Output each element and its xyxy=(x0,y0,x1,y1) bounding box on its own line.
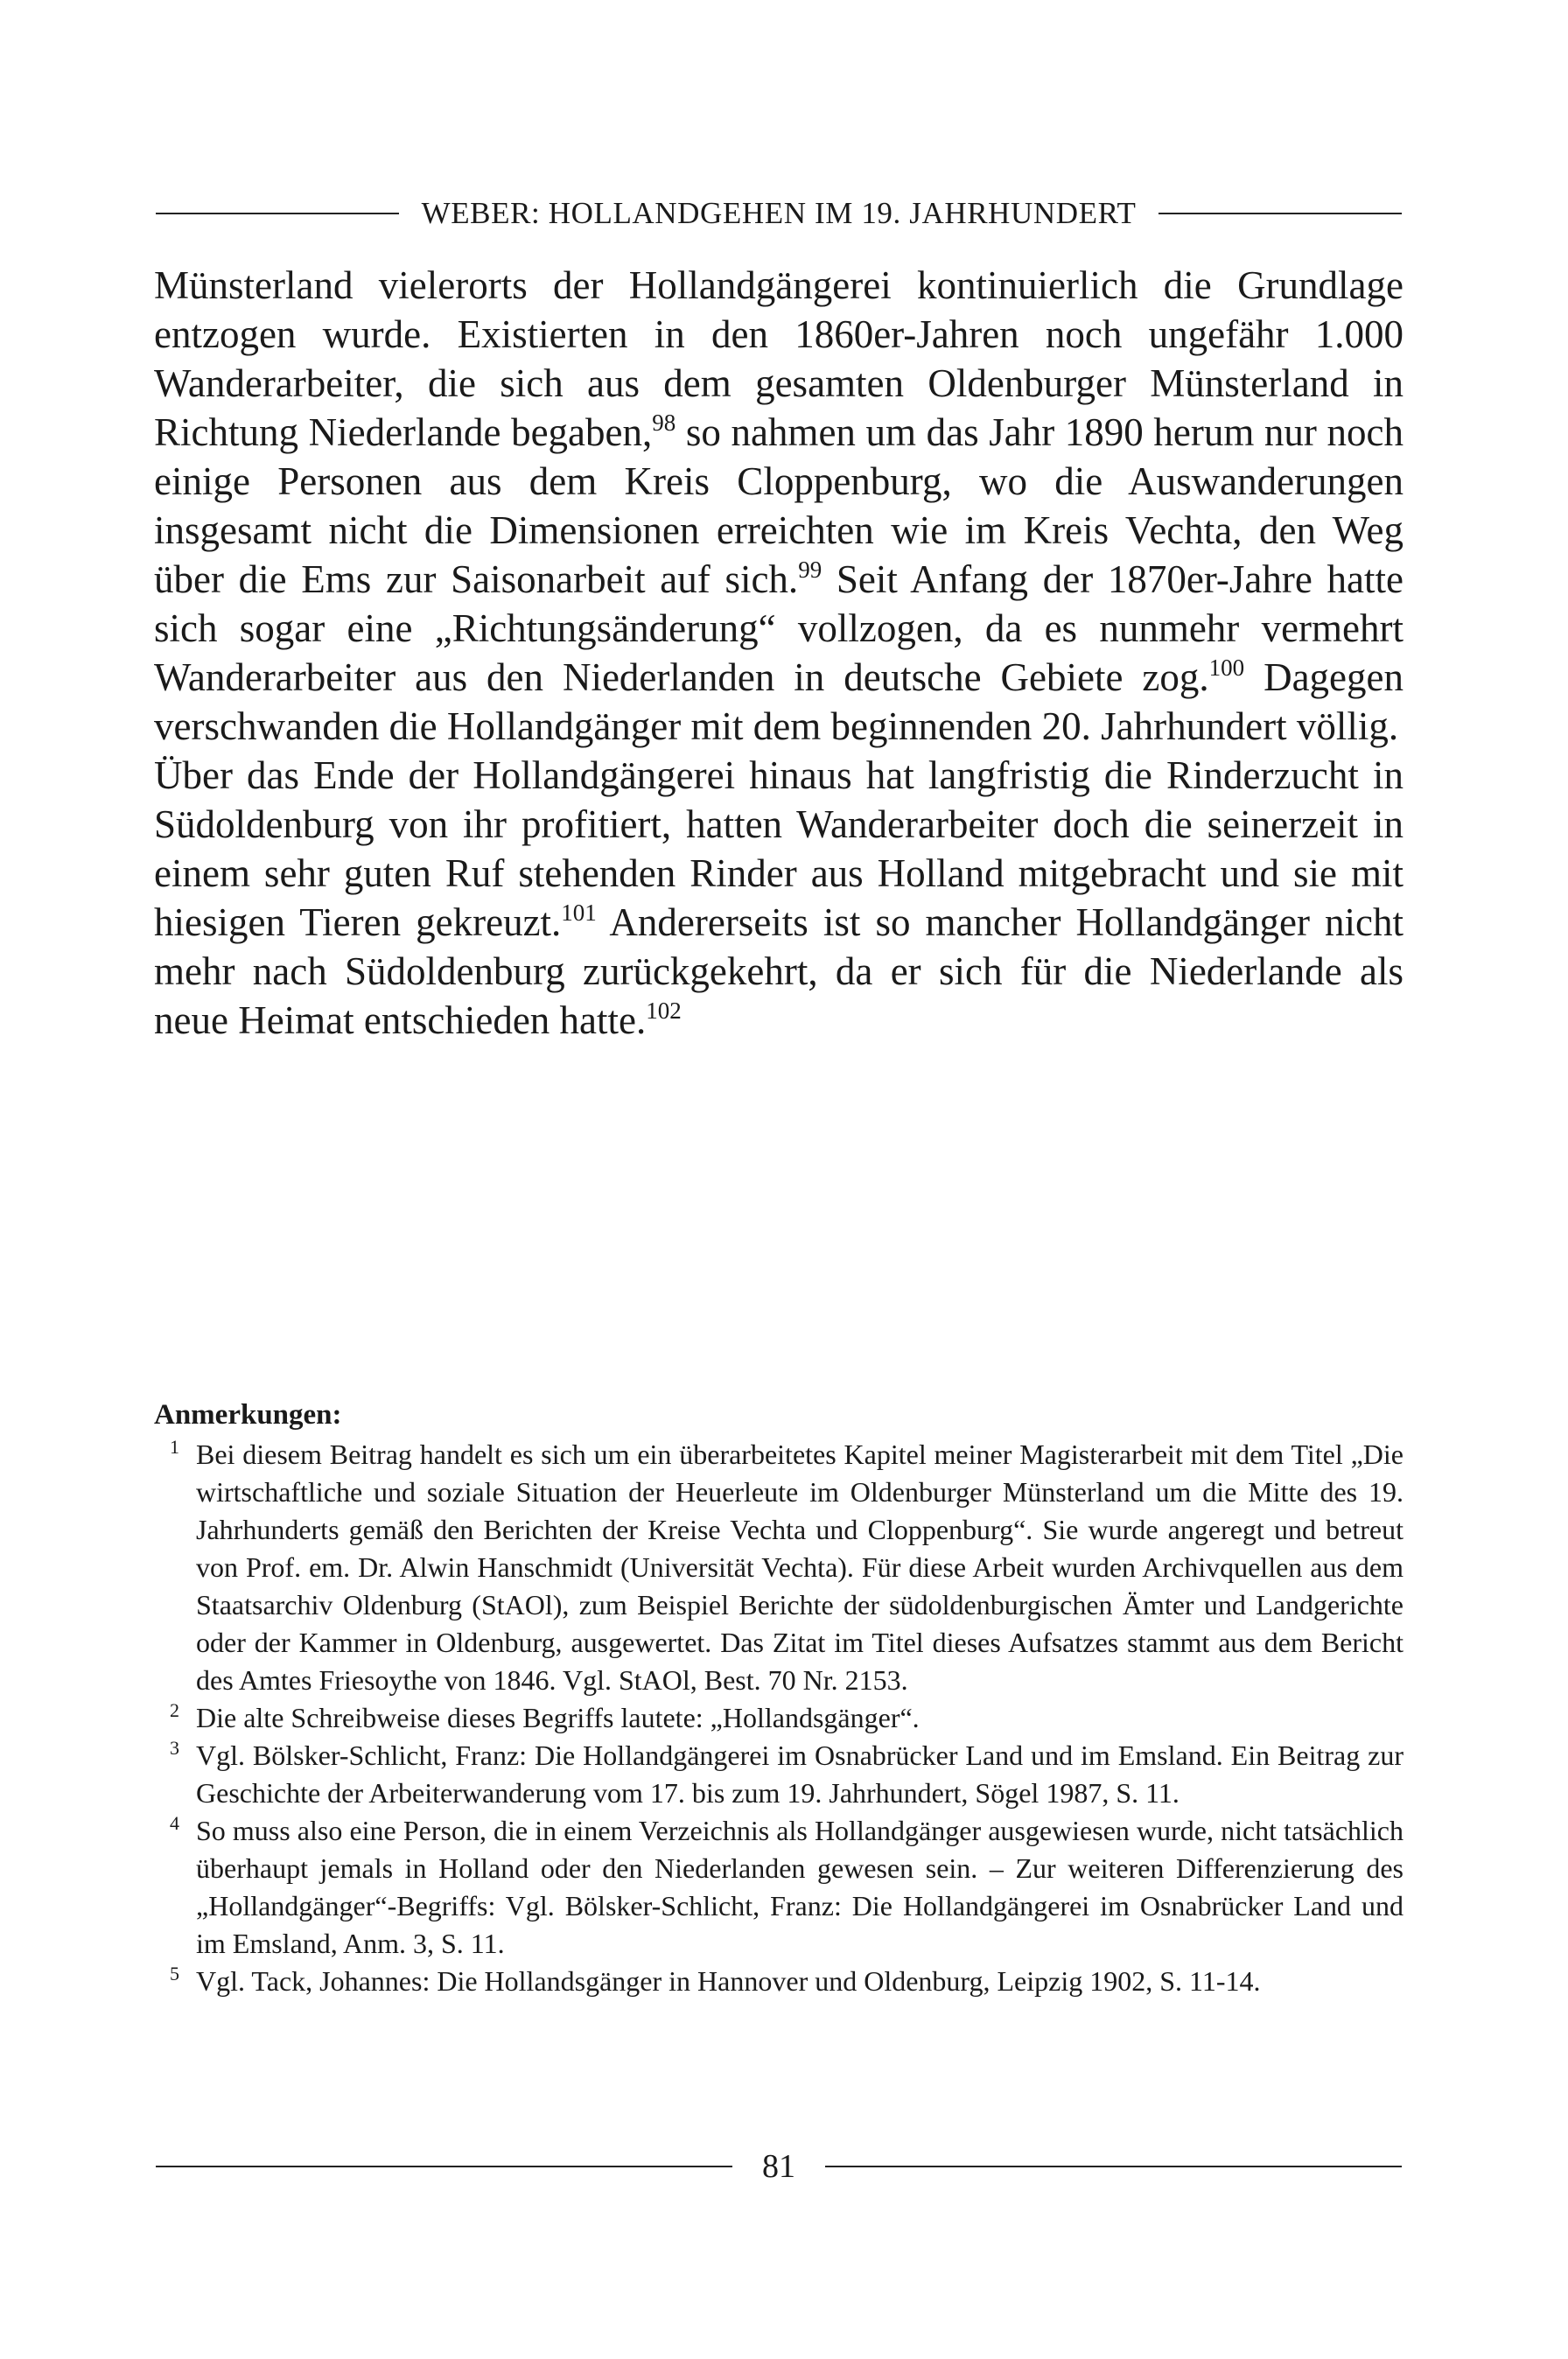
page-footer xyxy=(156,2142,1402,2191)
footnote-number: 2 xyxy=(170,1699,179,1721)
footer-rule-left xyxy=(156,2166,732,2167)
footnote-ref-102: 102 xyxy=(646,998,682,1024)
footnote-ref-98: 98 xyxy=(652,410,676,436)
footnote-number: 3 xyxy=(170,1737,179,1759)
footnote-ref-100: 100 xyxy=(1208,654,1245,681)
footnote-number: 5 xyxy=(170,1963,179,1984)
footnote-number: 4 xyxy=(170,1812,179,1834)
paragraph-text: Seit Anfang der 1870er-Jahre hatte sich sogar eine „Richtungsänderung“ vollzogen, da es nunmehr vermehrt Wanderarbeiter aus den Niederlanden in deutsche Gebiete zog. xyxy=(154,557,1404,699)
footnote-text: Bei diesem Beitrag handelt es sich um ein überarbeitetes Kapitel meiner Magisterarbeit mit dem Titel „Die wirtschaftliche und soziale Situation der Heuerleute im Oldenburger Münsterland um die Mitte des 19. Jahrhunderts gemäß den Berichten der Kreise Vechta und Cloppenburg“. Sie wurde angeregt und betreut von Prof. em. Dr. Alwin Hanschmidt (Universität Vechta). Für diese Arbeit wurden Archivquellen aus dem Staatsarchiv Oldenburg (StAOl), zum Beispiel Berichte der südoldenburgischen Ämter und Landgerichte oder der Kammer in Oldenburg, ausgewertet. Das Zitat im Titel dieses Aufsatzes stammt aus dem Bericht des Amtes Friesoythe von 1846. Vgl. StAOl, Best. 70 Nr. 2153. xyxy=(196,1438,1404,1696)
footnote-ref-99: 99 xyxy=(798,556,822,583)
paragraph-text: Dagegen verschwanden die Hollandgänger mit dem beginnenden 20. Jahrhundert völlig. xyxy=(154,655,1404,748)
footnotes-heading: Anmerkungen: xyxy=(154,1399,342,1431)
footnote-item xyxy=(154,1436,1404,1699)
footnote-ref-101: 101 xyxy=(561,900,597,926)
paragraph-text: so nahmen um das Jahr 1890 herum nur noch einige Personen aus dem Kreis Cloppenburg, wo die Auswanderungen insgesamt nicht die Dimensionen erreichten wie im Kreis Vechta, den Weg über die Ems zur Saisonarbeit auf sich. xyxy=(154,410,1404,601)
running-head-rule-right xyxy=(1158,213,1402,214)
footnote-text: Die alte Schreibweise dieses Begriffs lautete: „Hollandsgänger“. xyxy=(196,1702,920,1733)
footnote-item xyxy=(154,1737,1404,1812)
paragraph-1 xyxy=(154,261,1404,751)
footnote-item xyxy=(154,1963,1404,2000)
paragraph-text: Münsterland vielerorts der Hollandgängerei kontinuierlich die Grundlage entzogen wurde. Existierten in den 1860er-Jahren noch ungefähr 1.000 Wanderarbeiter, die sich aus dem gesamten Oldenburger Münsterland in Richtung Niederlande begaben, xyxy=(154,263,1404,454)
footer-rule-right xyxy=(825,2166,1402,2167)
paragraph-2 xyxy=(154,751,1404,1045)
running-head-rule-left xyxy=(156,213,399,214)
running-head-title: WEBER: HOLLANDGEHEN IM 19. JAHRHUNDERT xyxy=(421,196,1137,230)
footnote-text: So muss also eine Person, die in einem Verzeichnis als Hollandgänger ausgewiesen wurde, nicht tatsächlich überhaupt jemals in Holland oder den Niederlanden gewesen sein. – Zur weiteren Differenzierung des „Hollandgänger“-Begriffs: Vgl. Bölsker-Schlicht, Franz: Die Hollandgängerei im Osnabrücker Land und im Emsland, Anm. 3, S. 11. xyxy=(196,1815,1404,1959)
footnote-item xyxy=(154,1699,1404,1737)
running-head xyxy=(156,189,1402,238)
footnotes xyxy=(154,1396,1404,2000)
page-number: 81 xyxy=(762,2148,795,2185)
paragraph-text: Über das Ende der Hollandgängerei hinaus hat langfristig die Rinderzucht in Südoldenburg von ihr profitiert, hatten Wanderarbeiter doch die seinerzeit in einem sehr guten Ruf stehenden Rinder aus Holland mitgebracht und sie mit hiesigen Tieren gekreuzt. xyxy=(154,753,1404,944)
footnote-text: Vgl. Bölsker-Schlicht, Franz: Die Hollandgängerei im Osnabrücker Land und im Emsland. Ein Beitrag zur Geschichte der Arbeiterwanderung vom 17. bis zum 19. Jahrhundert, Sögel 1987, S. 11. xyxy=(196,1740,1404,1809)
footnote-text: Vgl. Tack, Johannes: Die Hollandsgänger in Hannover und Oldenburg, Leipzig 1902, S. 11-14. xyxy=(196,1965,1261,1997)
paragraph-text: Andererseits ist so mancher Hollandgänger nicht mehr nach Südoldenburg zurückgekehrt, da er sich für die Niederlande als neue Heimat entschieden hatte. xyxy=(154,900,1404,1042)
footnote-item xyxy=(154,1812,1404,1963)
body-text xyxy=(154,261,1404,1045)
footnote-number: 1 xyxy=(170,1436,179,1458)
